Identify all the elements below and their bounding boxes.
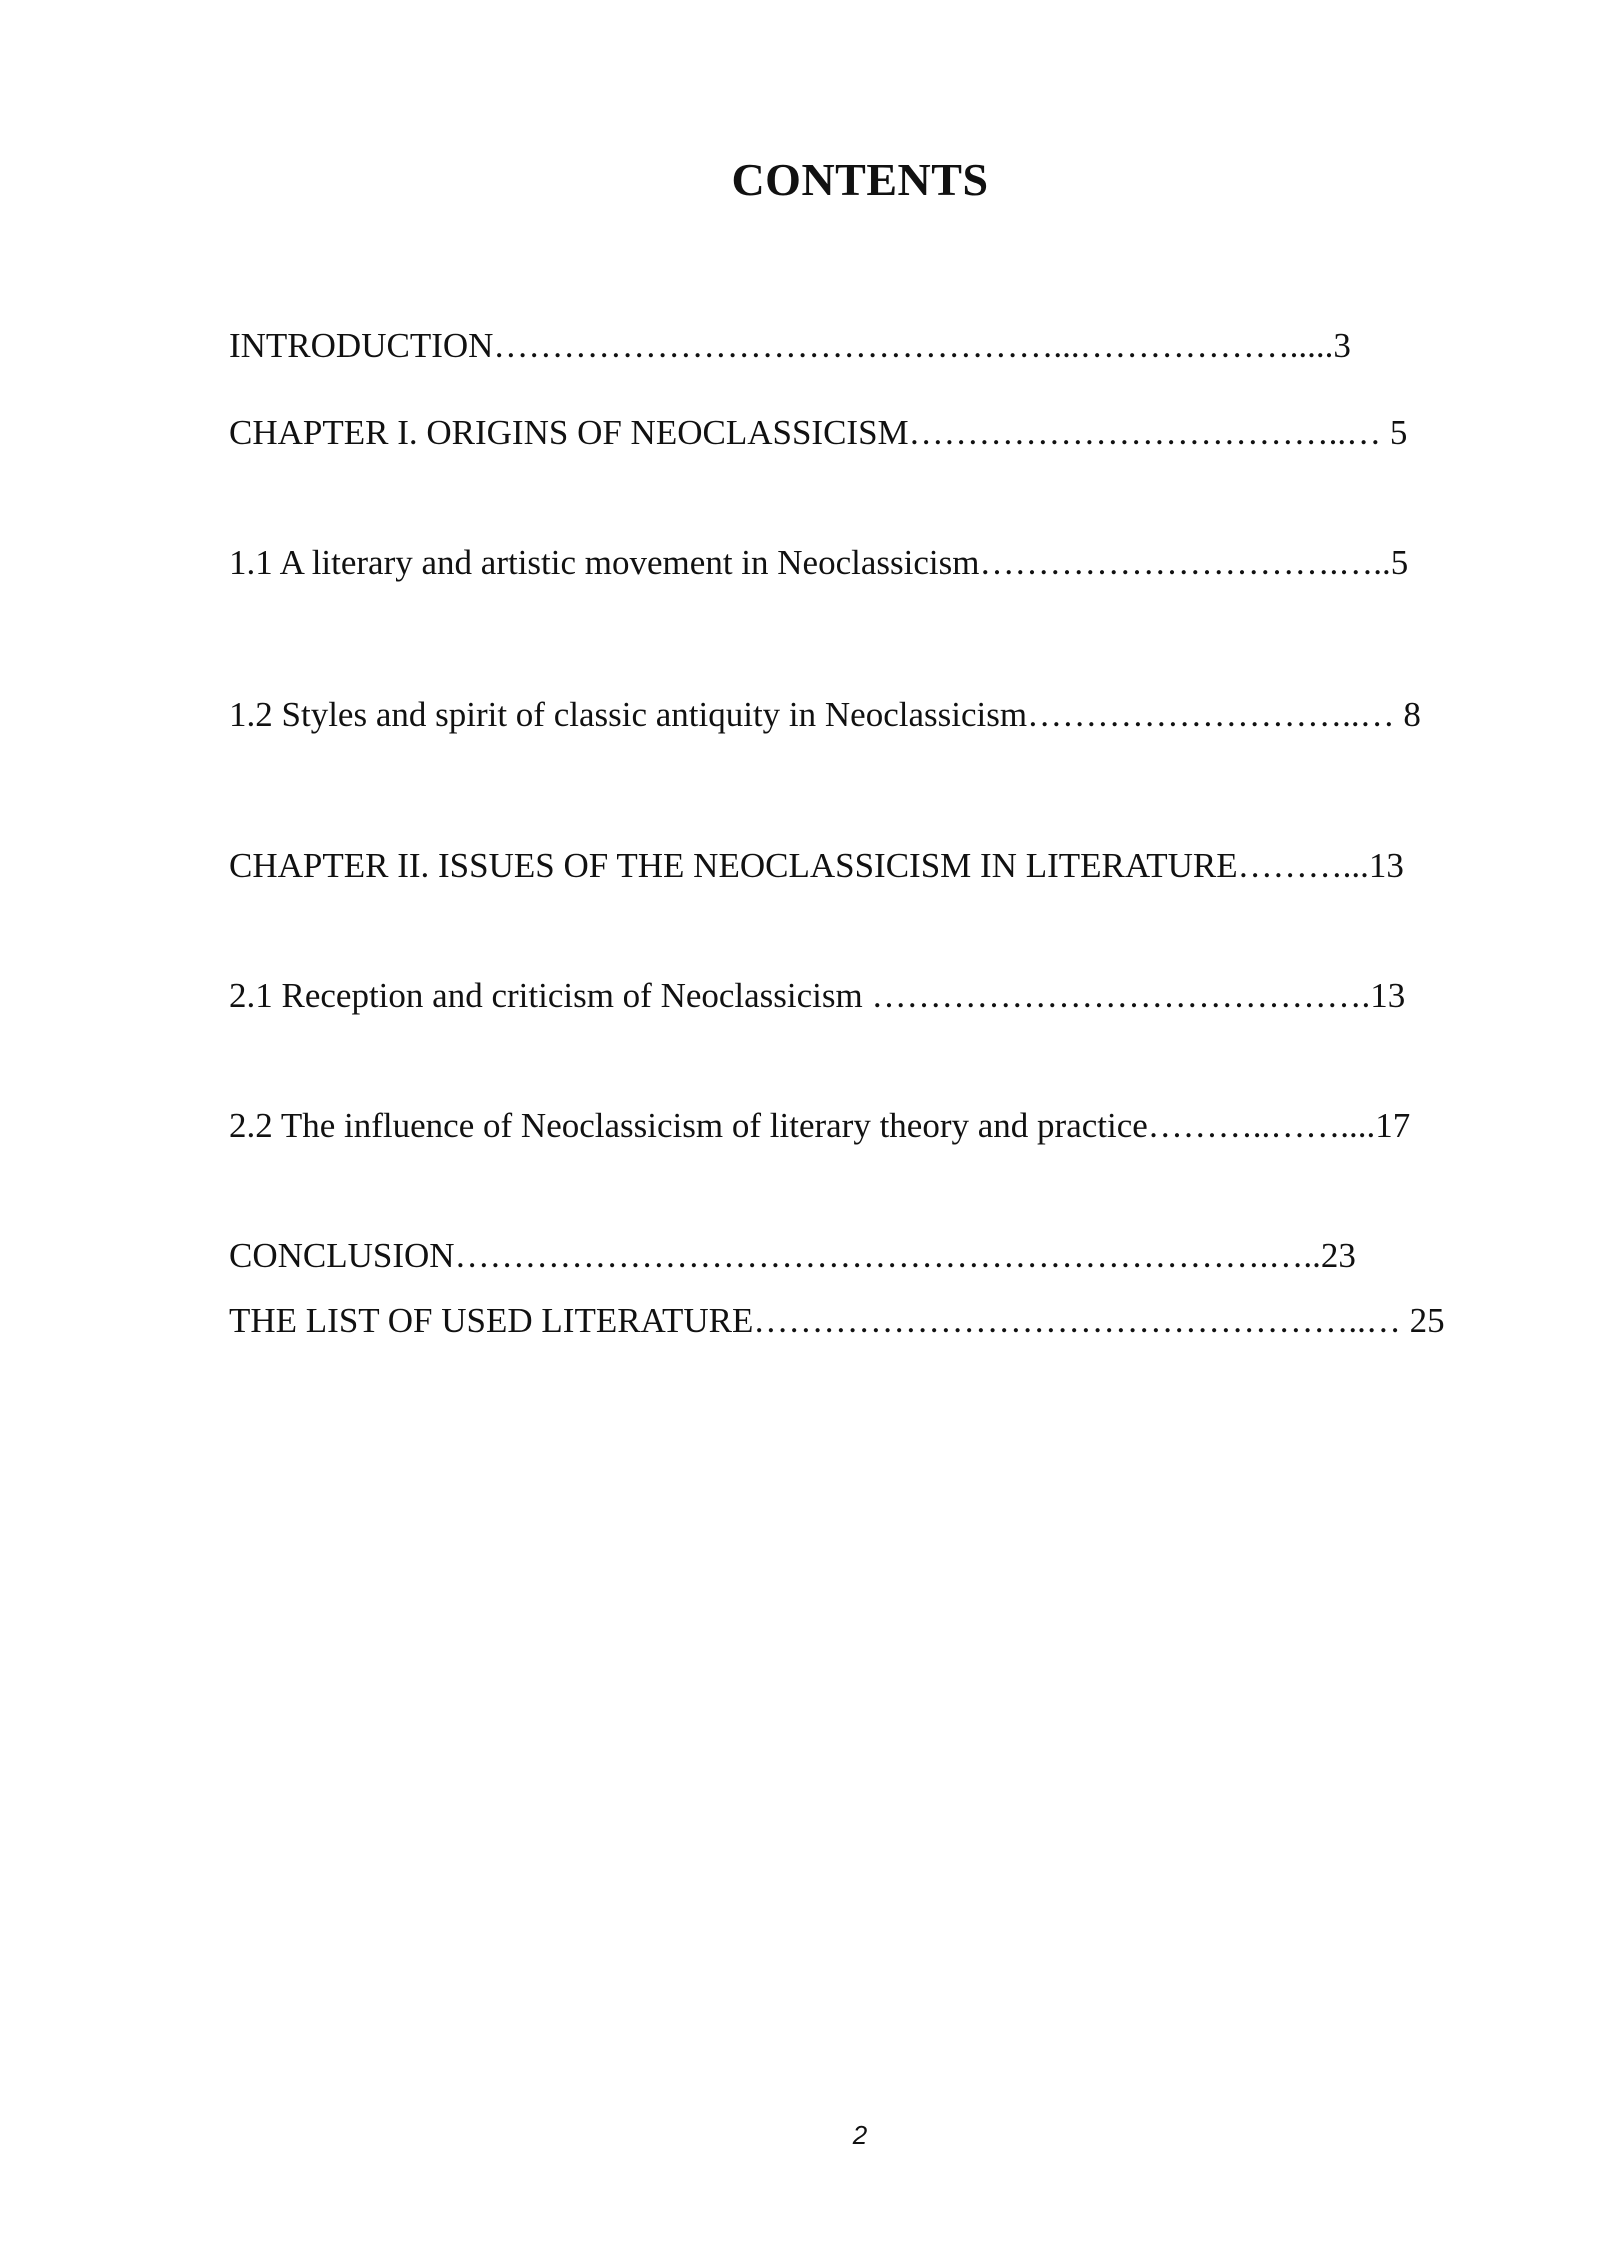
toc-word: Reception xyxy=(281,976,424,1015)
toc-word: II. xyxy=(397,846,430,885)
toc-entry-section-2-1 xyxy=(229,963,1488,1028)
toc-word: Neoclassicism xyxy=(660,976,863,1015)
toc-word: movement xyxy=(584,543,733,582)
toc-entry-text: CHAPTER I. ORIGINS OF NEOCLASSICISM………………………………..… xyxy=(229,413,1382,452)
toc-word: criticism xyxy=(491,976,614,1015)
toc-word: influence xyxy=(344,1106,475,1145)
toc-entry-section-1-1 xyxy=(229,530,1488,595)
toc-entry-justified-line xyxy=(229,543,777,582)
toc-entry-section-1-2 xyxy=(229,682,1488,747)
toc-entry-text: …………………………………….13 xyxy=(871,976,1406,1015)
toc-word: theory xyxy=(879,1106,969,1145)
toc-entry-chapter-1 xyxy=(229,400,1488,465)
toc-entry-text: 1.2 Styles and spirit of classic antiquity in Neoclassicism………………………..… xyxy=(229,695,1395,734)
toc-entry-text: Neoclassicism………………………….…..5 xyxy=(777,543,1409,582)
toc-word: ISSUES xyxy=(438,846,555,885)
toc-word: CHAPTER xyxy=(229,846,389,885)
toc-word: artistic xyxy=(480,543,577,582)
toc-word: and xyxy=(977,1106,1029,1145)
toc-word: A xyxy=(279,543,303,582)
toc-word: and xyxy=(432,976,483,1015)
toc-word: of xyxy=(622,976,652,1015)
toc-entry-text: THE LIST OF USED LITERATURE……………………………………………..… xyxy=(229,1301,1401,1340)
toc-entry-chapter-2 xyxy=(229,833,1488,898)
toc-entry-justified-line xyxy=(229,976,872,1015)
toc-word: 2.2 xyxy=(229,1106,273,1145)
toc-entry-literature xyxy=(229,1288,1488,1353)
toc-entry-page-number: 8 xyxy=(1403,695,1421,734)
toc-word: NEOCLASSICISM xyxy=(693,846,972,885)
toc-word: THE xyxy=(616,846,685,885)
toc-entry-text: CONCLUSION…………………………………………………………….…..23 xyxy=(229,1236,1356,1275)
toc-word: of xyxy=(483,1106,513,1145)
toc-entry-text: LITERATURE………...13 xyxy=(1025,846,1404,885)
toc-entry-section-2-2 xyxy=(229,1093,1488,1158)
toc-entry-page-number: 25 xyxy=(1409,1301,1445,1340)
toc-word: literary xyxy=(769,1106,871,1145)
toc-word: 2.1 xyxy=(229,976,273,1015)
toc-word: and xyxy=(421,543,473,582)
toc-entry-page-number: 5 xyxy=(1389,413,1408,452)
toc-word: The xyxy=(280,1106,336,1145)
toc-entry-text: INTRODUCTION…………………………………………...……………….....3 xyxy=(229,326,1351,365)
toc-word: 1.1 xyxy=(229,543,273,582)
toc-entry-justified-line xyxy=(229,846,1026,885)
toc-word: Neoclassicism xyxy=(520,1106,724,1145)
toc-entry-text: practice………..……....17 xyxy=(1037,1106,1411,1145)
toc-entry-conclusion xyxy=(229,1223,1488,1288)
page-title: CONTENTS xyxy=(731,154,989,205)
toc-word: OF xyxy=(563,846,609,885)
toc-word: in xyxy=(741,543,769,582)
page-number: 2 xyxy=(852,2120,868,2150)
toc-word: IN xyxy=(980,846,1017,885)
toc-entry-introduction xyxy=(229,313,1488,378)
toc-entry-justified-line xyxy=(229,1106,1037,1145)
toc-word: literary xyxy=(311,543,413,582)
toc-word: of xyxy=(731,1106,762,1145)
